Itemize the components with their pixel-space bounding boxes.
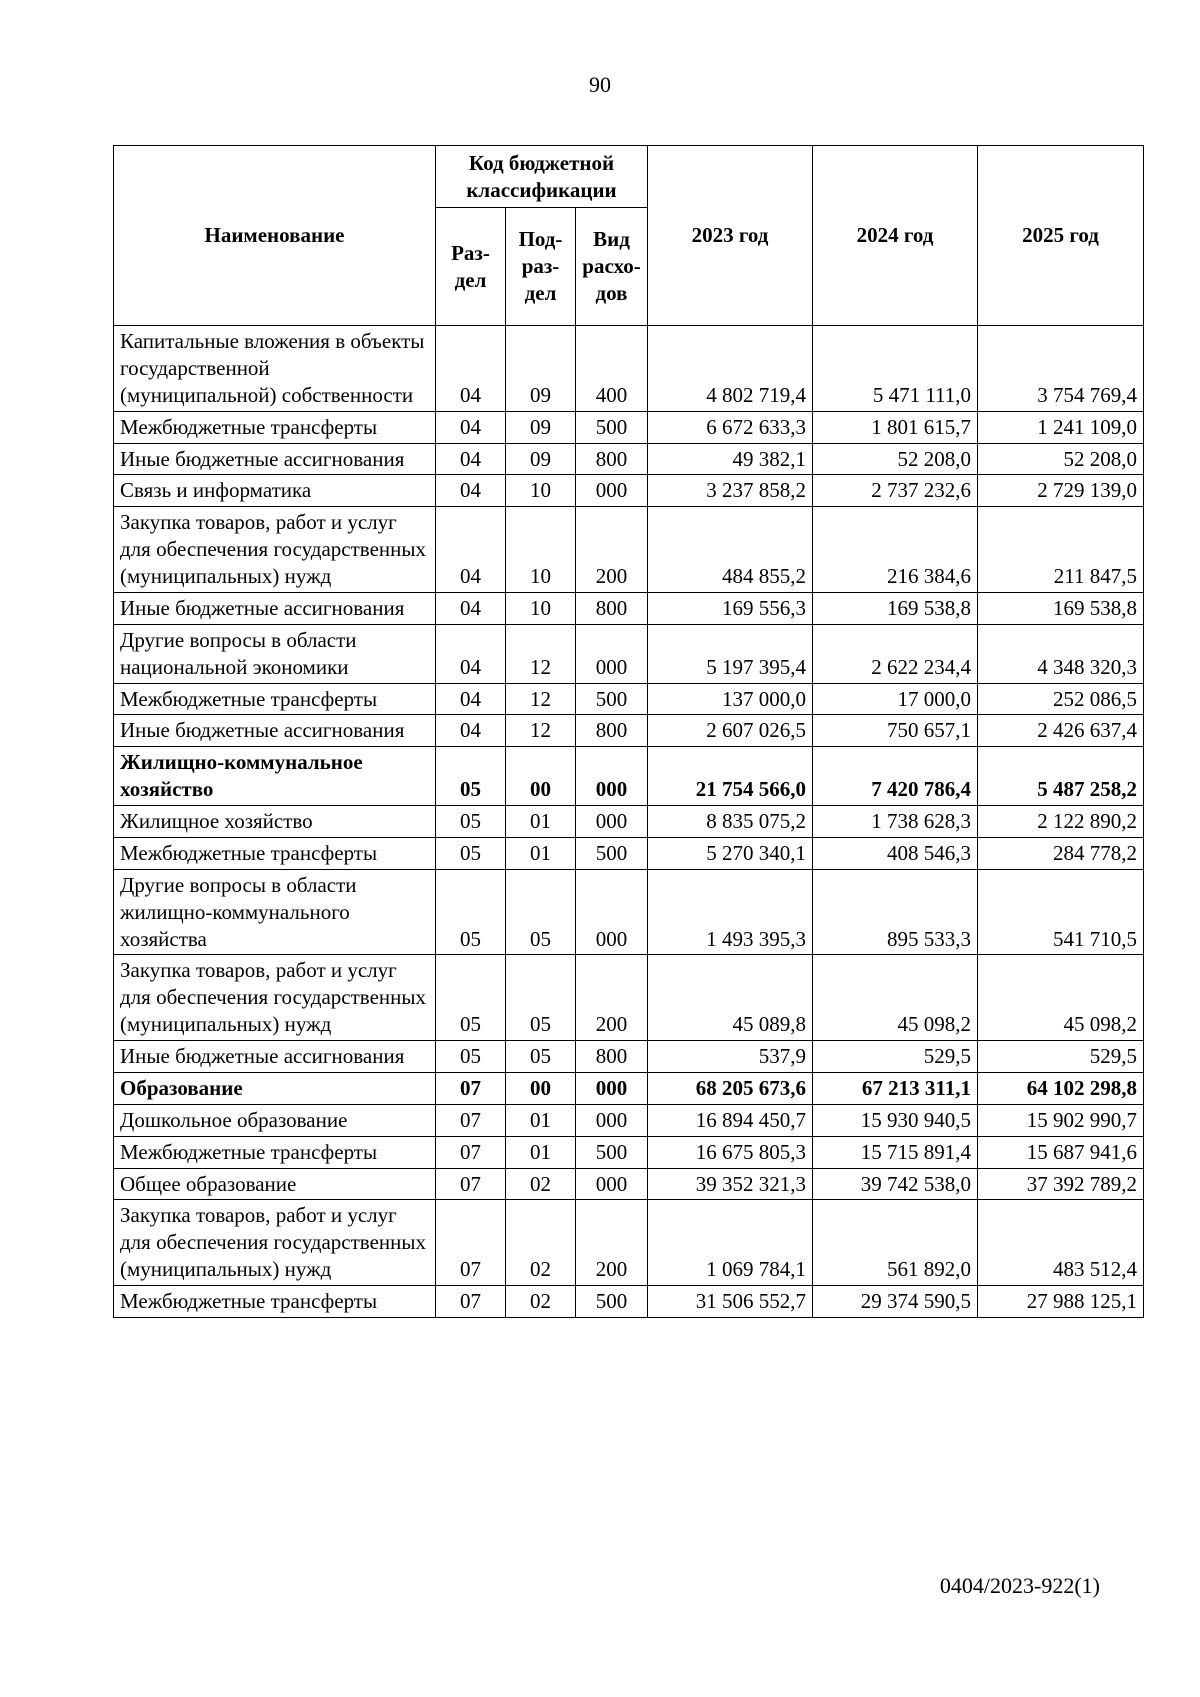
row-value-2024: 15 715 891,4 (813, 1136, 978, 1168)
row-value-2025: 45 098,2 (978, 955, 1144, 1041)
row-value-2023: 5 270 340,1 (648, 837, 813, 869)
row-name: Межбюджетные трансферты (114, 1286, 436, 1318)
row-value-2025: 1 241 109,0 (978, 411, 1144, 443)
row-razdel: 04 (436, 443, 506, 475)
row-razdel: 07 (436, 1168, 506, 1200)
row-value-2025: 2 122 890,2 (978, 806, 1144, 838)
row-podrazdel: 10 (506, 592, 576, 624)
row-value-2023: 484 855,2 (648, 507, 813, 593)
table-row (114, 411, 1144, 443)
row-name: Закупка товаров, работ и услуг для обеспечения государственных (муниципальных) нужд (114, 507, 436, 593)
row-razdel: 07 (436, 1286, 506, 1318)
row-razdel: 04 (436, 507, 506, 593)
row-podrazdel: 00 (506, 747, 576, 806)
row-value-2025: 52 208,0 (978, 443, 1144, 475)
table-row (114, 1136, 1144, 1168)
row-podrazdel: 12 (506, 624, 576, 683)
row-razdel: 07 (436, 1104, 506, 1136)
page-number: 90 (589, 72, 611, 97)
row-podrazdel: 01 (506, 1104, 576, 1136)
table-row (114, 869, 1144, 955)
row-name: Дошкольное образование (114, 1104, 436, 1136)
row-value-2024: 2 737 232,6 (813, 475, 978, 507)
row-razdel: 05 (436, 1041, 506, 1073)
budget-table (113, 145, 1144, 1318)
row-vid: 000 (576, 1104, 648, 1136)
row-value-2024: 529,5 (813, 1041, 978, 1073)
row-podrazdel: 10 (506, 475, 576, 507)
row-vid: 000 (576, 806, 648, 838)
row-value-2025: 2 729 139,0 (978, 475, 1144, 507)
row-value-2023: 4 802 719,4 (648, 326, 813, 412)
header-razdel: Раз-дел (436, 208, 506, 326)
row-value-2025: 541 710,5 (978, 869, 1144, 955)
row-podrazdel: 02 (506, 1200, 576, 1286)
row-value-2023: 169 556,3 (648, 592, 813, 624)
row-value-2023: 6 672 633,3 (648, 411, 813, 443)
row-name: Жилищно-коммунальное хозяйство (114, 747, 436, 806)
row-razdel: 07 (436, 1136, 506, 1168)
table-row (114, 955, 1144, 1041)
table-body (114, 326, 1144, 1318)
row-value-2025: 211 847,5 (978, 507, 1144, 593)
row-vid: 200 (576, 955, 648, 1041)
row-value-2023: 21 754 566,0 (648, 747, 813, 806)
row-vid: 500 (576, 411, 648, 443)
row-vid: 800 (576, 592, 648, 624)
row-vid: 500 (576, 1136, 648, 1168)
row-value-2023: 16 894 450,7 (648, 1104, 813, 1136)
row-vid: 800 (576, 715, 648, 747)
row-vid: 000 (576, 475, 648, 507)
row-name: Иные бюджетные ассигнования (114, 443, 436, 475)
row-name: Образование (114, 1072, 436, 1104)
header-2023: 2023 год (648, 146, 813, 326)
row-name: Межбюджетные трансферты (114, 837, 436, 869)
row-value-2023: 3 237 858,2 (648, 475, 813, 507)
row-value-2023: 49 382,1 (648, 443, 813, 475)
header-2025: 2025 год (978, 146, 1144, 326)
row-vid: 000 (576, 1168, 648, 1200)
table-row (114, 1104, 1144, 1136)
row-razdel: 04 (436, 475, 506, 507)
document-code: 0404/2023-922(1) (939, 1573, 1100, 1598)
row-podrazdel: 02 (506, 1286, 576, 1318)
row-vid: 500 (576, 837, 648, 869)
row-value-2024: 67 213 311,1 (813, 1072, 978, 1104)
row-podrazdel: 05 (506, 869, 576, 955)
row-value-2025: 284 778,2 (978, 837, 1144, 869)
header-vid: Вид расхо-дов (576, 208, 648, 326)
row-podrazdel: 00 (506, 1072, 576, 1104)
row-name: Общее образование (114, 1168, 436, 1200)
row-value-2025: 483 512,4 (978, 1200, 1144, 1286)
row-value-2024: 45 098,2 (813, 955, 978, 1041)
table-row (114, 715, 1144, 747)
row-name: Капитальные вложения в объекты государственной (муниципальной) собственности (114, 326, 436, 412)
row-value-2025: 37 392 789,2 (978, 1168, 1144, 1200)
table-row (114, 837, 1144, 869)
row-name: Межбюджетные трансферты (114, 411, 436, 443)
row-razdel: 04 (436, 326, 506, 412)
row-value-2024: 750 657,1 (813, 715, 978, 747)
row-name: Межбюджетные трансферты (114, 683, 436, 715)
row-podrazdel: 09 (506, 411, 576, 443)
row-name: Связь и информатика (114, 475, 436, 507)
row-podrazdel: 12 (506, 683, 576, 715)
row-value-2025: 3 754 769,4 (978, 326, 1144, 412)
row-vid: 800 (576, 443, 648, 475)
row-podrazdel: 12 (506, 715, 576, 747)
row-value-2023: 68 205 673,6 (648, 1072, 813, 1104)
table-row (114, 1200, 1144, 1286)
table-row (114, 507, 1144, 593)
row-name: Закупка товаров, работ и услуг для обеспечения государственных (муниципальных) нужд (114, 955, 436, 1041)
row-value-2024: 52 208,0 (813, 443, 978, 475)
row-value-2023: 45 089,8 (648, 955, 813, 1041)
table-row (114, 624, 1144, 683)
row-razdel: 04 (436, 715, 506, 747)
row-podrazdel: 01 (506, 837, 576, 869)
row-podrazdel: 05 (506, 955, 576, 1041)
row-value-2024: 561 892,0 (813, 1200, 978, 1286)
row-name: Иные бюджетные ассигнования (114, 1041, 436, 1073)
row-value-2025: 529,5 (978, 1041, 1144, 1073)
table-row (114, 806, 1144, 838)
row-podrazdel: 05 (506, 1041, 576, 1073)
row-vid: 800 (576, 1041, 648, 1073)
row-value-2024: 895 533,3 (813, 869, 978, 955)
row-vid: 500 (576, 1286, 648, 1318)
row-value-2025: 5 487 258,2 (978, 747, 1144, 806)
row-razdel: 04 (436, 411, 506, 443)
row-razdel: 05 (436, 955, 506, 1041)
row-value-2024: 39 742 538,0 (813, 1168, 978, 1200)
header-code-group: Код бюджетной классификации (436, 146, 648, 208)
row-value-2024: 1 738 628,3 (813, 806, 978, 838)
row-razdel: 05 (436, 869, 506, 955)
row-name: Другие вопросы в области национальной экономики (114, 624, 436, 683)
row-razdel: 07 (436, 1072, 506, 1104)
row-value-2023: 537,9 (648, 1041, 813, 1073)
row-value-2024: 1 801 615,7 (813, 411, 978, 443)
row-vid: 000 (576, 747, 648, 806)
table-row (114, 1168, 1144, 1200)
row-value-2024: 169 538,8 (813, 592, 978, 624)
row-value-2024: 15 930 940,5 (813, 1104, 978, 1136)
row-value-2025: 4 348 320,3 (978, 624, 1144, 683)
table-row (114, 683, 1144, 715)
row-value-2023: 1 069 784,1 (648, 1200, 813, 1286)
row-value-2023: 137 000,0 (648, 683, 813, 715)
row-vid: 400 (576, 326, 648, 412)
table-row (114, 443, 1144, 475)
row-vid: 000 (576, 869, 648, 955)
table-row (114, 1041, 1144, 1073)
row-razdel: 07 (436, 1200, 506, 1286)
row-razdel: 05 (436, 806, 506, 838)
row-name: Жилищное хозяйство (114, 806, 436, 838)
row-podrazdel: 01 (506, 1136, 576, 1168)
row-vid: 200 (576, 1200, 648, 1286)
row-value-2023: 2 607 026,5 (648, 715, 813, 747)
row-value-2023: 1 493 395,3 (648, 869, 813, 955)
row-value-2025: 2 426 637,4 (978, 715, 1144, 747)
header-podrazdel: Под-раз-дел (506, 208, 576, 326)
row-value-2023: 39 352 321,3 (648, 1168, 813, 1200)
row-value-2023: 8 835 075,2 (648, 806, 813, 838)
row-podrazdel: 01 (506, 806, 576, 838)
row-podrazdel: 09 (506, 443, 576, 475)
row-value-2024: 408 546,3 (813, 837, 978, 869)
row-value-2023: 16 675 805,3 (648, 1136, 813, 1168)
row-value-2025: 64 102 298,8 (978, 1072, 1144, 1104)
row-value-2023: 5 197 395,4 (648, 624, 813, 683)
row-razdel: 05 (436, 837, 506, 869)
row-vid: 500 (576, 683, 648, 715)
table-row (114, 592, 1144, 624)
row-value-2024: 5 471 111,0 (813, 326, 978, 412)
row-value-2024: 17 000,0 (813, 683, 978, 715)
row-value-2025: 15 687 941,6 (978, 1136, 1144, 1168)
row-name: Иные бюджетные ассигнования (114, 715, 436, 747)
row-value-2024: 2 622 234,4 (813, 624, 978, 683)
row-name: Межбюджетные трансферты (114, 1136, 436, 1168)
row-name: Другие вопросы в области жилищно-коммунального хозяйства (114, 869, 436, 955)
row-podrazdel: 09 (506, 326, 576, 412)
header-2024: 2024 год (813, 146, 978, 326)
row-value-2024: 29 374 590,5 (813, 1286, 978, 1318)
row-value-2025: 27 988 125,1 (978, 1286, 1144, 1318)
row-value-2025: 15 902 990,7 (978, 1104, 1144, 1136)
table-row (114, 747, 1144, 806)
row-value-2024: 216 384,6 (813, 507, 978, 593)
row-value-2025: 169 538,8 (978, 592, 1144, 624)
row-podrazdel: 10 (506, 507, 576, 593)
row-vid: 000 (576, 1072, 648, 1104)
table-row (114, 1072, 1144, 1104)
row-name: Закупка товаров, работ и услуг для обеспечения государственных (муниципальных) нужд (114, 1200, 436, 1286)
header-name: Наименование (114, 146, 436, 326)
row-vid: 200 (576, 507, 648, 593)
table-row (114, 475, 1144, 507)
row-value-2023: 31 506 552,7 (648, 1286, 813, 1318)
row-razdel: 05 (436, 747, 506, 806)
row-value-2025: 252 086,5 (978, 683, 1144, 715)
table-row (114, 1286, 1144, 1318)
row-vid: 000 (576, 624, 648, 683)
row-razdel: 04 (436, 624, 506, 683)
row-razdel: 04 (436, 683, 506, 715)
row-razdel: 04 (436, 592, 506, 624)
table-row (114, 326, 1144, 412)
row-podrazdel: 02 (506, 1168, 576, 1200)
row-value-2024: 7 420 786,4 (813, 747, 978, 806)
row-name: Иные бюджетные ассигнования (114, 592, 436, 624)
